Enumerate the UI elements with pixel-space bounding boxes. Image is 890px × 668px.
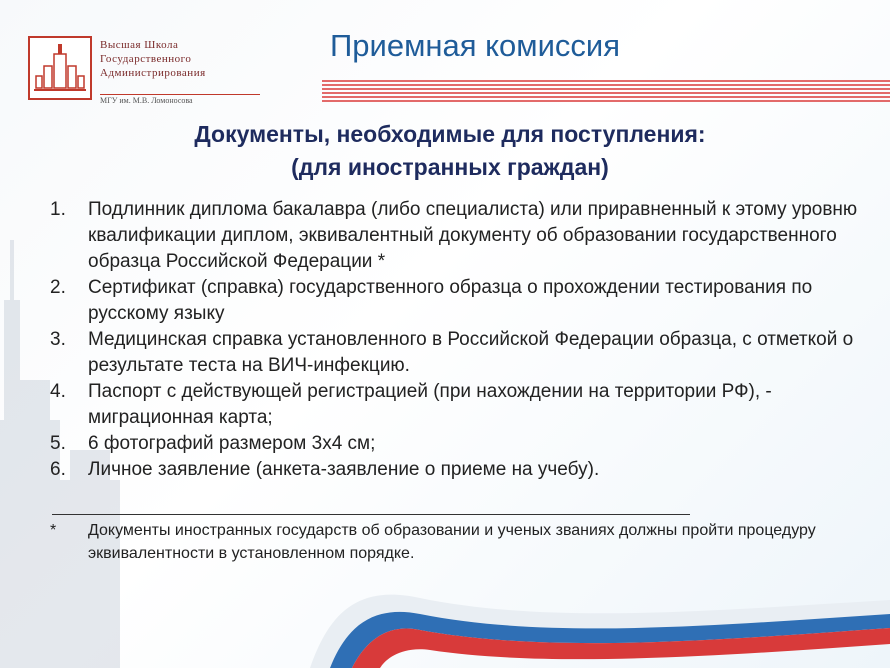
item-text: Личное заявление (анкета-заявление о приеме на учебу). [88, 459, 600, 480]
item-number: 1. [50, 199, 66, 220]
item-number: 2. [50, 277, 66, 298]
footnote-text: Документы иностранных государств об образовании и ученых званиях должны пройти процедуру эквивалентности в установленном порядке. [88, 522, 816, 562]
footnote-marker: * [50, 522, 57, 539]
logo-subtitle: МГУ им. М.В. Ломоносова [100, 94, 260, 105]
list-item [50, 197, 880, 275]
item-number: 5. [50, 433, 66, 454]
item-text: Паспорт с действующей регистрацией (при нахождении на территории РФ), - миграционная карта; [88, 381, 772, 428]
page-title: Приемная комиссия [330, 28, 621, 63]
logo-line-1: Высшая Школа [100, 39, 179, 51]
logo-line-3: Администрирования [100, 67, 206, 79]
header-stripes [322, 80, 890, 102]
requirements-list [50, 197, 880, 483]
logo-name [100, 38, 240, 80]
heading-line-1: Документы, необходимые для поступления: [194, 121, 706, 147]
item-number: 3. [50, 329, 66, 350]
list-item [50, 431, 880, 457]
logo-emblem [28, 36, 92, 100]
list-item [50, 275, 880, 327]
footnote-divider [52, 514, 690, 515]
university-building-icon [30, 38, 90, 98]
item-text: 6 фотографий размером 3х4 см; [88, 433, 376, 454]
item-number: 4. [50, 381, 66, 402]
document-heading [100, 118, 800, 184]
item-text: Медицинская справка установленного в Российской Федерации образца, с отметкой о результате теста на ВИЧ-инфекцию. [88, 329, 854, 376]
flag-ribbon [300, 570, 890, 668]
heading-line-2: (для иностранных граждан) [291, 154, 609, 180]
list-item [50, 327, 880, 379]
logo-line-2: Государственного [100, 53, 192, 65]
school-logo [28, 36, 233, 108]
item-number: 6. [50, 459, 66, 480]
list-item [50, 457, 880, 483]
list-item [50, 379, 880, 431]
footnote [50, 519, 880, 565]
item-text: Подлинник диплома бакалавра (либо специалиста) или приравненный к этому уровню квалификации диплом, эквивалентный документу об образовании государственного образца Российской Федерации * [88, 199, 858, 272]
item-text: Сертификат (справка) государственного образца о прохождении тестирования по русскому языку [88, 277, 813, 324]
